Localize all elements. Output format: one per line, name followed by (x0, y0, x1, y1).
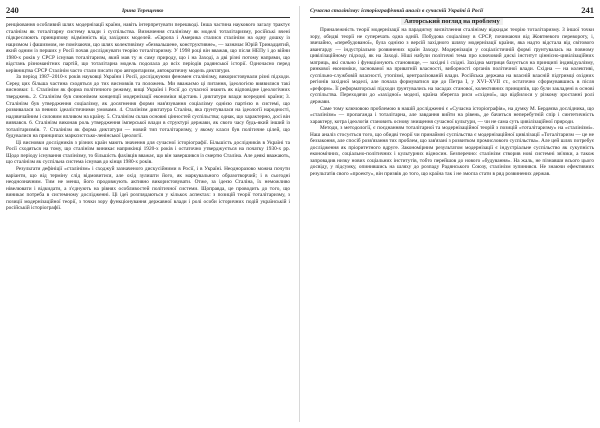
right-page (304, 0, 600, 428)
paragraph: ренціювання особливий шлях модернізації країни, навіть інтерпретувати перешкоді. Інша частина наукового загалу трактує сталінізм як тоталітарну систему влади і суспільства. Визначення сталінізму як моделі тоталітаризму, російські вчені підкреслюють принципову відмінність від західних моделей. «Європа і Америка сталися сталінізм на одну дошку із нацизмом і фашизмом, не помічаючи, що шлях колективізму «безвальшене, конструктивне», — зазначає Юрій Тринадцятий, який одним із перших у Росії почав досліджувати теорію тоталітаризму. У 1998 році він вважав, що після НЕПу і до війни 1980-х років у СРСР існував тоталітаризм, який мав ту ж саму природу, що і на Заході, а дві різні потому напрями, що відстань різноманітних партій, що тоталітарна модель подолала до всіх періодів радянської історії. Одночасно перед керівництва СРСР Сталінім часто стали писати про авторитаризм, автократичну модель диктатури. (6, 22, 290, 74)
paragraph: Ці висновки дослідників з різних країн мають значення для сучасної історіографії. Більшість дослідників в Україні та Росії сходяться на тому, що сталінізм виникає наприкінці 1920-х років і остаточно утверджується на початку 1930-х рр. Щодо періоду існування сталінізму, то більшість фахівців вважає, що він завершився із смертю Сталіна. Але деякі вважають, що сталінізм як суспільна система існував до кінця 1980-х років. (6, 139, 290, 166)
paragraph: Приналежність теорії модернізації на парадигму висвітлення сталінізму відкидає теорію тоталітаризму. З іншої точки зору, обидві теорії не суперечать одна одній. Побудова соціалізму в СРСР, починаючи від Жовтневого перевороту, і, звичайно, «перебудованої», була однією з версій західного шляху модернізації країни, яка надто відстала від світового авангарду — індустріально розвинених країн Заходу. Модернізація у соціалістичній формі ґрунтувалась на повному цивілізаційному підході, як на Заході. Ніші набули політичні тема про ключовий дискі інститут ціннісно-цивілізаційних матриць, які сильно і функціонують становище, — західні і східні. Західна матриця базується на принципі індивідуалізму, ринкової економіки, заснованої на приватній власності, виборності органів політичної влади. Східна — на колективі, суспільно-службовій власності, утопізмі, централізованій влади. Російська держава на власній власній підтримці охідних регіонів західної моделі, але почала формуватися ще до Петра І, у XVI–XVII ст., остаточно сформувавшись в після «реформ». Її реформаторські підходи ґрунтувались на засадах станової, колективних принципів, що були закладені в основі суспільства. Переходячи до «західної» моделі, країна зберегла риси «східної», що відбилося у різкому зростанні ролі держави. (310, 27, 594, 106)
right-page-body (310, 17, 594, 422)
section-title-text: Авторський погляд на проблему (401, 18, 502, 25)
right-running-head: Сучасна сталінізму: історіографічний аналіз в сучасній Україні й Росії (310, 8, 484, 14)
left-page-body (6, 22, 290, 422)
left-page-header (6, 6, 290, 18)
left-page-number: 240 (6, 5, 19, 15)
section-title (310, 17, 594, 26)
left-running-head: Ірина Терещенко (122, 8, 164, 14)
paragraph: Саме тому ключовою проблемою в нашій дослідженні є «Сучасна історіографія», на думку М. Бердяєва дослідника, що «сталінізм» — пропаганда і тоталітарна, але завдання вийти на рівень, де бачиться неперебутній спір і синтетичність характеру, котра ідеологія становить основу знищення сучасної культури, — чи не сама суть цивілізаційної природи. (310, 105, 594, 125)
paragraph: Методи, з методології, є поєднанням тоталітарної та модернізаційної теорій з позицій «тоталітаризму» на «сталінізмі». Наш аналіз стосується того, що обидві теорії чи принаймні суспільства є модернізаційної цивілізації «Тоталітаризм — це не беззаконня, але спосіб розв'язання тих проблем, що зав'язані з розвитком промислового суспільства». Але цей шлях потребує дослідження як пріоритетного вдруге. Закономірним результатом модернізації є індустріальне суспільство як сукупність економічних, соціально-політичних і культурних відносин. Безперечно: сталінізм створив нові системні зв'язки, а також запровадив низку нових соціальних інститутів, тобто перейшов до нового «будування». На жаль, не пізнавши всього цього досвіду, у підсумку, опинившись на шляху до розпаду Радянського Союзу, сталінізм зупинився. Не знаючи ефективних результатів свого «проекту», він призвів до того, що країна так і не змогла стати в ряд розвинених держав. (310, 125, 594, 178)
page-gutter (299, 6, 300, 422)
left-page (0, 0, 296, 428)
paragraph: Результати дефініції «сталінізм» і сходжуй зазначеного дискусійними в Росії, і в Україні. Неодноразово можна почути варіанти, що від терміну слід відмовитися, але охід зулишти його, як маркувального образотворчий; і в сьогодні неоднозначним. Тим не менш, його продовжують активно використовувати. Отже, за ідеєю Сталіна, їх неможливо нівелювати і відкидати, а з'єднують на рівнях особливостей політичної системи. Щоправда, це проводить до того, що виникає потреба в системному дослідженні. Ці ідеї розглядаються у кількох аспектах: з позицій теорії тоталітаризму, з позиції модернізаційної теорії, з точки зору функціонування державної влади і ролі особи історичних подій українській і російській історіографії. (6, 166, 290, 212)
right-page-number: 241 (581, 5, 594, 15)
paragraph: За період 1987–2010-х років науковці України і Росії, досліджуючи феномен сталінізму, використовували різні підходи. Серед цих більша частина сходяться до тих висновків та положень. Ми вважаємо ці питання, ідеологією виявилися такі висновки: 1. Сталінізм як форма політичного режиму, вищі Україні і Росії до сучасної знають як відповідне ідеологічних тверджень. 2. Сталінізм був синонімом концепції модернізації економіки відстань і диктатури влади всередині країни; 3. Сталінізм був утвердження соціалізму, як досягнення форми нав'язування соціалізму однією партією в системі, що розвивалася за певних ідеалістичними умовами. 4. Сталінізм диктатура Сталіна, яка ґрунтувалася на ідеології народності, надзвичайним і силовим впливом на країну. 5. Сталінізм склав основні цінностей суспільства; однак, що характерно, досі він вивчався. 6. Сталінізм виконав роль утвердження імперської влади в структурі держави, як свого часу будь-який інший із тоталітаризмів. 7. Сталінізм як форма диктатури — новий тип тоталітаризму, у якому класи був політичне цілей, що будувалися на принципах марксистсько-ленінської ідеології. (6, 74, 290, 140)
